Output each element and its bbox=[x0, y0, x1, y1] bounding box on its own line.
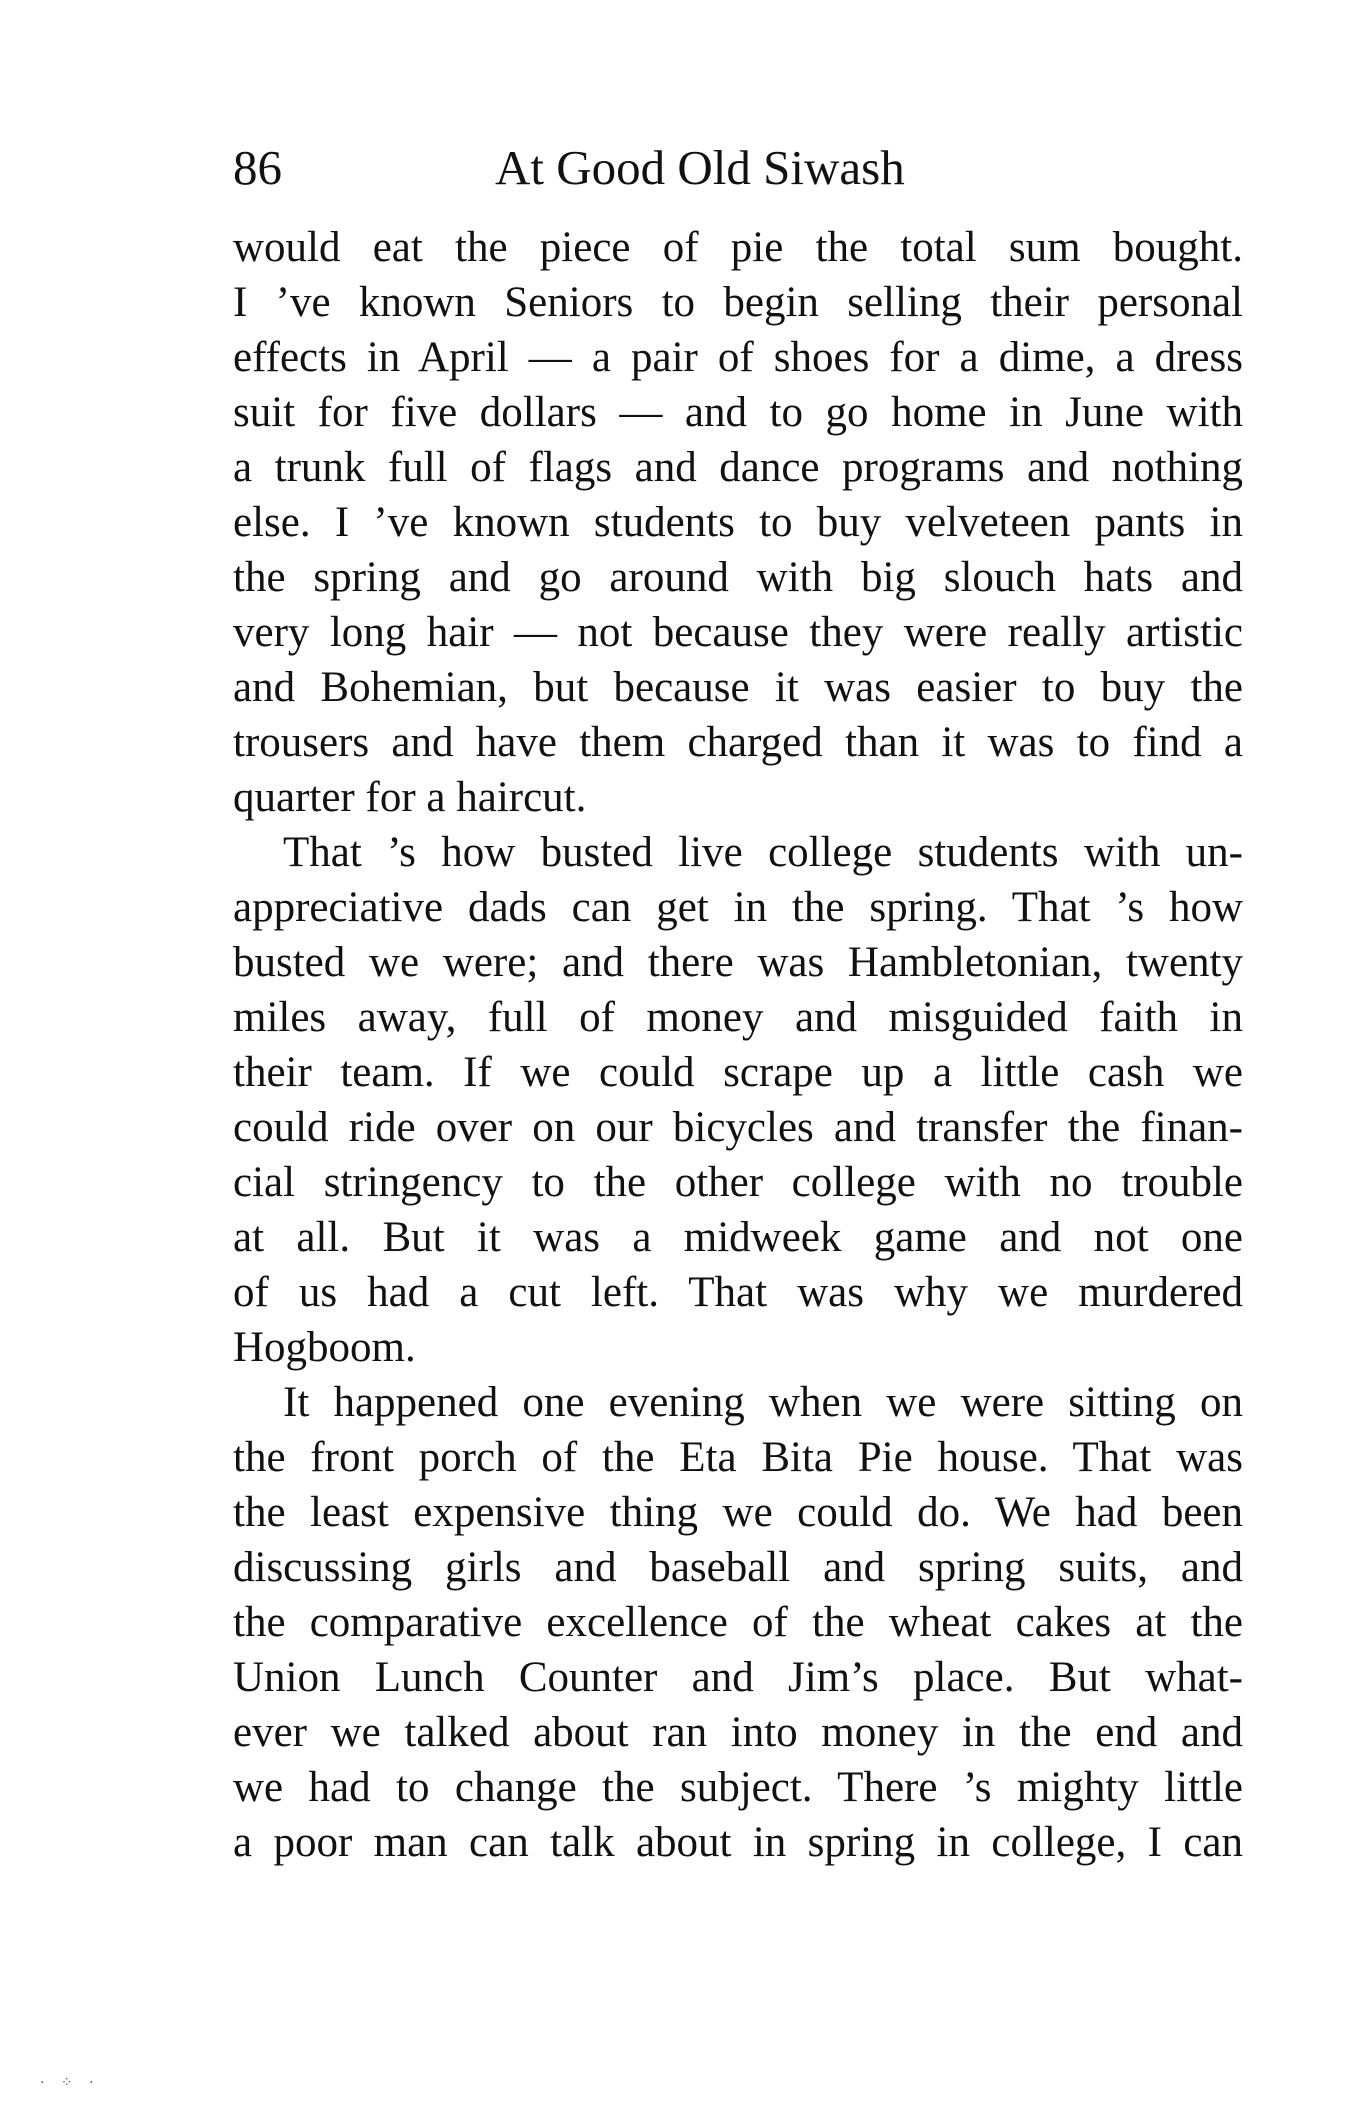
paragraph-3 bbox=[233, 1375, 1243, 1870]
text-line: we had to change the subject. There ’s mighty little bbox=[233, 1764, 1243, 1811]
page-number: 86 bbox=[233, 140, 282, 195]
text-line: quarter for a haircut. bbox=[233, 774, 587, 821]
text-line: Union Lunch Counter and Jim’s place. But what- bbox=[233, 1654, 1243, 1701]
text-line: the front porch of the Eta Bita Pie house. That was bbox=[233, 1434, 1243, 1481]
text-line: That ’s how busted live college students with un- bbox=[283, 829, 1243, 876]
text-line: else. I ’ve known students to buy velveteen pants in bbox=[233, 499, 1243, 546]
text-line: the comparative excellence of the wheat cakes at the bbox=[233, 1599, 1243, 1646]
running-title: At Good Old Siwash bbox=[495, 140, 905, 195]
scan-specks-decoration: · ⁘ · bbox=[40, 2075, 100, 2091]
page-header bbox=[233, 133, 1243, 203]
text-line: I ’ve known Seniors to begin selling their personal bbox=[233, 279, 1243, 326]
text-line: trousers and have them charged than it was to find a bbox=[233, 719, 1243, 766]
text-line: miles away, full of money and misguided faith in bbox=[233, 994, 1243, 1041]
paragraph-2 bbox=[233, 825, 1243, 1375]
text-line: cial stringency to the other college with no trouble bbox=[233, 1159, 1243, 1206]
text-line: a trunk full of flags and dance programs and nothing bbox=[233, 444, 1243, 491]
text-line: and Bohemian, but because it was easier to buy the bbox=[233, 664, 1243, 711]
text-line: at all. But it was a midweek game and not one bbox=[233, 1214, 1243, 1261]
text-line: very long hair — not because they were really artistic bbox=[233, 609, 1243, 656]
text-line: the spring and go around with big slouch hats and bbox=[233, 554, 1243, 601]
text-line: It happened one evening when we were sitting on bbox=[283, 1379, 1243, 1426]
text-line: of us had a cut left. That was why we murdered bbox=[233, 1269, 1243, 1316]
text-line: appreciative dads can get in the spring. That ’s how bbox=[233, 884, 1243, 931]
text-line: their team. If we could scrape up a little cash we bbox=[233, 1049, 1243, 1096]
text-line: discussing girls and baseball and spring suits, and bbox=[233, 1544, 1243, 1591]
text-line: would eat the piece of pie the total sum bought. bbox=[233, 224, 1243, 271]
paragraph-1 bbox=[233, 220, 1243, 825]
text-line: the least expensive thing we could do. We had been bbox=[233, 1489, 1243, 1536]
text-line: a poor man can talk about in spring in college, I can bbox=[233, 1819, 1243, 1866]
text-line: busted we were; and there was Hambletonian, twenty bbox=[233, 939, 1243, 986]
body-text bbox=[233, 220, 1243, 1870]
text-line: ever we talked about ran into money in the end and bbox=[233, 1709, 1243, 1756]
text-line: could ride over on our bicycles and transfer the finan- bbox=[233, 1104, 1243, 1151]
text-line: suit for five dollars — and to go home in June with bbox=[233, 389, 1243, 436]
text-line: Hogboom. bbox=[233, 1324, 416, 1371]
text-line: effects in April — a pair of shoes for a dime, a dress bbox=[233, 334, 1243, 381]
